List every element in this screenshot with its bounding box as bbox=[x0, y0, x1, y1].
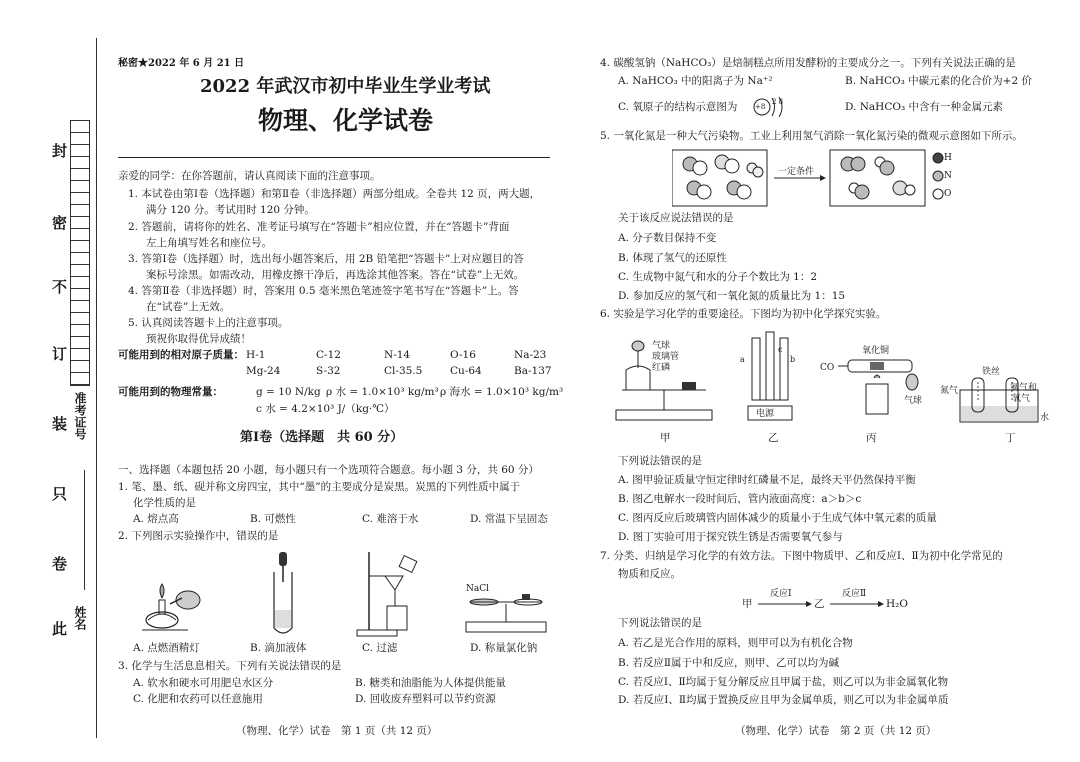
q6-option[interactable]: B. 图乙电解水一段时间后，管内液面高度：a＞b＞c bbox=[618, 493, 862, 505]
note-line: 4. 答第Ⅱ卷（非选择题）时，答案用 0.5 毫米黑色笔迹签字笔书写在“答题卡”上。答 bbox=[128, 285, 519, 297]
fig-label-yi: 乙 bbox=[768, 432, 779, 444]
q5-option[interactable]: C. 生成物中氮气和水的分子个数比为 1：2 bbox=[618, 271, 818, 283]
fig-yi-a: a bbox=[740, 355, 745, 364]
chain-reaction1: 反应Ⅰ bbox=[770, 589, 792, 599]
footer-page1: （物理、化学）试卷 第 1 页（共 12 页） bbox=[236, 725, 438, 737]
section1-heading: 一、选择题（本题包括 20 小题，每小题只有一个选项符合题意。每小题 3 分，共 60 分） bbox=[118, 464, 539, 476]
q1-option[interactable]: D. 常温下呈固态 bbox=[470, 513, 548, 525]
constant-rho-water: ρ 水 = 1.0×10³ kg/m³ bbox=[326, 386, 439, 398]
note-line: 案标号涂黑。如需改动，用橡皮擦干净后，再选涂其他答案。答在“试卷”上无效。 bbox=[146, 269, 525, 281]
atomic-mass: N-14 bbox=[384, 349, 411, 361]
seal-char-bu: 不 bbox=[52, 278, 68, 296]
q6-option[interactable]: C. 图丙反应后玻璃管内固体减少的质量小于生成气体中氧元素的质量 bbox=[618, 512, 937, 524]
atomic-mass: H-1 bbox=[246, 349, 266, 361]
q7-stem: 7. 分类、归纳是学习化学的有效方法。下图中物质甲、乙和反应Ⅰ、Ⅱ为初中化学常见的 bbox=[600, 550, 1003, 562]
exam-id-boxes[interactable] bbox=[70, 120, 90, 386]
q6-sub: 下列说法错误的是 bbox=[618, 455, 702, 467]
fig-ding-iron: 铁丝 bbox=[982, 367, 1001, 377]
fig-label-jia: 甲 bbox=[660, 432, 671, 444]
fig-ding-water: 水 bbox=[1040, 413, 1050, 423]
legend-h: H bbox=[944, 153, 952, 163]
note-line: 预祝你取得优异成绩！ bbox=[146, 333, 251, 345]
nacl-label: NaCl bbox=[466, 584, 490, 594]
q2-option[interactable]: D. 称量氯化钠 bbox=[470, 642, 538, 654]
atomic-mass: Cu-64 bbox=[450, 365, 482, 377]
q6-option[interactable]: D. 图丁实验可用于探究铁生锈是否需要氧气参与 bbox=[618, 531, 843, 543]
part1-title: 第Ⅰ卷（选择题 共 60 分） bbox=[240, 430, 404, 445]
q5-option[interactable]: A. 分子数目保持不变 bbox=[618, 232, 717, 244]
cut-line bbox=[96, 38, 97, 738]
atomic-mass: C-12 bbox=[316, 349, 341, 361]
q7-option[interactable]: A. 若乙是光合作用的原料，则甲可以为有机化合物 bbox=[618, 637, 853, 649]
seal-char-ding: 订 bbox=[52, 345, 68, 363]
q1-stem: 化学性质的是 bbox=[133, 497, 196, 509]
legend-o: O bbox=[944, 189, 952, 199]
dropper-tube-figure bbox=[268, 552, 298, 638]
q1-option[interactable]: A. 熔点高 bbox=[133, 513, 179, 525]
q5-option[interactable]: B. 体现了氢气的还原性 bbox=[618, 252, 727, 264]
name-line bbox=[84, 470, 85, 590]
seal-char-ci: 此 bbox=[52, 620, 68, 638]
seal-char-zhuang: 装 bbox=[52, 415, 68, 433]
seal-char-zhi: 只 bbox=[52, 485, 68, 503]
atom-nucleus: +8 bbox=[755, 103, 766, 111]
q4-option[interactable]: A. NaHCO₃ 中的阳离子为 Na⁺² bbox=[618, 75, 773, 87]
name-label: 姓名 bbox=[73, 606, 87, 630]
q1-option[interactable]: C. 难溶于水 bbox=[362, 513, 419, 525]
q3-option[interactable]: B. 糖类和油脂能为人体提供能量 bbox=[355, 677, 506, 689]
atomic-mass: Ba-137 bbox=[514, 365, 552, 377]
q4-option[interactable]: D. NaHCO₃ 中含有一种金属元素 bbox=[845, 101, 1004, 113]
footer-page2: （物理、化学）试卷 第 2 页（共 12 页） bbox=[735, 725, 937, 737]
fig-jia-balloon: 气球 bbox=[652, 341, 671, 351]
note-line: 在“试卷”上无效。 bbox=[146, 301, 231, 313]
note-line: 5. 认真阅读答题卡上的注意事项。 bbox=[128, 317, 289, 329]
atomic-mass: O-16 bbox=[450, 349, 476, 361]
note-line: 满分 120 分。考试用时 120 分钟。 bbox=[146, 204, 315, 216]
note-line: 左上角填写姓名和座位号。 bbox=[146, 237, 272, 249]
q4-option[interactable]: B. NaHCO₃ 中碳元素的化合价为+2 价 bbox=[845, 75, 1033, 87]
q7-sub: 下列说法错误的是 bbox=[618, 617, 702, 629]
seal-char-juan: 卷 bbox=[52, 555, 68, 573]
legend-n: N bbox=[944, 171, 952, 181]
fig-jia-phosphorus: 红磷 bbox=[652, 363, 671, 373]
atomic-mass: Mg-24 bbox=[246, 365, 281, 377]
q2-option[interactable]: B. 滴加液体 bbox=[250, 642, 307, 654]
chain-arrow2 bbox=[830, 600, 884, 608]
fig-label-bing: 丙 bbox=[866, 432, 877, 444]
fig-yi-power: 电源 bbox=[756, 409, 775, 419]
q7-option[interactable]: C. 若反应Ⅰ、Ⅱ均属于复分解反应且甲属于盐，则乙可以为非金属氧化物 bbox=[618, 676, 949, 688]
q2-option[interactable]: A. 点燃酒精灯 bbox=[133, 642, 200, 654]
fig-label-ding: 丁 bbox=[1005, 432, 1016, 444]
constants-label: 可能用到的物理常量： bbox=[118, 386, 223, 398]
seal-char-feng: 封 bbox=[52, 142, 68, 160]
q2-option[interactable]: C. 过滤 bbox=[362, 642, 398, 654]
atomic-mass: Na-23 bbox=[514, 349, 547, 361]
note-line: 2. 答题前，请将你的姓名、准考证号填写在“答题卡”相应位置，并在“答题卡”背面 bbox=[128, 221, 510, 233]
header-rule bbox=[118, 157, 550, 158]
seal-char-mi: 密 bbox=[52, 214, 68, 232]
atomic-mass: S-32 bbox=[316, 365, 341, 377]
q1-stem: 1. 笔、墨、纸、砚并称文房四宝，其中“墨”的主要成分是炭黑。炭黑的下列性质中属于 bbox=[118, 481, 521, 493]
q5-option[interactable]: D. 参加反应的氢气和一氧化氮的质量比为 1：15 bbox=[618, 290, 846, 302]
fig-ding-n2: 氮气 bbox=[940, 386, 959, 396]
fig-bing-co: CO bbox=[820, 363, 835, 373]
chain-arrow1 bbox=[758, 600, 812, 608]
q1-option[interactable]: B. 可燃性 bbox=[250, 513, 296, 525]
q6-stem: 6. 实验是学习化学的重要途径。下图均为初中化学探究实验。 bbox=[600, 308, 887, 320]
fig-yi-c: c bbox=[778, 345, 783, 354]
note-line: 3. 答第Ⅰ卷（选择题）时，选出每小题答案后，用 2B 铅笔把“答题卡”上对应题目的答 bbox=[128, 253, 524, 265]
fig-bing bbox=[836, 352, 922, 428]
q3-stem: 3. 化学与生活息息相关。下列有关说法错误的是 bbox=[118, 660, 342, 672]
q7-option[interactable]: D. 若反应Ⅰ、Ⅱ均属于置换反应且甲为金属单质，则乙可以为非金属单质 bbox=[618, 694, 949, 706]
filter-stand-figure bbox=[355, 548, 425, 640]
q3-option[interactable]: C. 化肥和农药可以任意施用 bbox=[133, 693, 263, 705]
chain-water: H₂O bbox=[886, 598, 908, 610]
notes-intro: 亲爱的同学：在你答题前，请认真阅读下面的注意事项。 bbox=[118, 170, 381, 182]
fig-ding bbox=[956, 370, 1046, 428]
fig-yi-b: b bbox=[790, 355, 796, 364]
constant-g: g = 10 N/kg bbox=[256, 386, 321, 398]
q2-stem: 2. 下列图示实验操作中，错误的是 bbox=[118, 530, 279, 542]
fig-ding-n2o2: 氮气和 bbox=[1010, 383, 1038, 393]
note-line: 1. 本试卷由第Ⅰ卷（选择题）和第Ⅱ卷（非选择题）两部分组成。全卷共 12 页，两大题， bbox=[128, 188, 541, 200]
chain-reaction2: 反应Ⅱ bbox=[842, 589, 867, 599]
q5-stem: 5. 一氧化氮是一种大气污染物。工业上利用氢气消除一氧化氮污染的微观示意图如下所示。 bbox=[600, 130, 1023, 142]
q7-option[interactable]: B. 若反应Ⅱ属于中和反应，则甲、乙可以均为碱 bbox=[618, 657, 840, 669]
chain-yi: 乙 bbox=[814, 598, 825, 610]
paper-subtitle: 物理、化学试卷 bbox=[258, 106, 434, 135]
q4-stem: 4. 碳酸氢钠（NaHCO₃）是焙制糕点所用发酵粉的主要成分之一。下列有关说法正确的是 bbox=[600, 57, 1016, 69]
binding-strip bbox=[0, 0, 118, 762]
fig-jia-tube: 玻璃管 bbox=[652, 352, 680, 362]
constant-rho-sea: ρ 海水 = 1.0×10³ kg/m³ bbox=[440, 386, 564, 398]
exam-id-label: 准考证号 bbox=[73, 392, 87, 440]
atom-shells: 2 8 bbox=[772, 98, 784, 106]
atomic-mass: Cl-35.5 bbox=[384, 365, 423, 377]
q3-option[interactable]: D. 回收废弃塑料可以节约资源 bbox=[355, 693, 496, 705]
balance-figure bbox=[462, 592, 550, 636]
q4-option[interactable]: C. 氧原子的结构示意图为 bbox=[618, 101, 738, 113]
exam-title: 2022 年武汉市初中毕业生学业考试 bbox=[200, 76, 491, 97]
q5-sub: 关于该反应说法错误的是 bbox=[618, 212, 734, 224]
fig-bing-cuo: 氧化铜 bbox=[862, 346, 890, 356]
alcohol-lamp-figure bbox=[140, 578, 206, 638]
atomic-mass-label: 可能用到的相对原子质量： bbox=[118, 349, 244, 361]
fig-ding-o2: 氧气 bbox=[1012, 394, 1031, 404]
q3-option[interactable]: A. 软水和硬水可用肥皂水区分 bbox=[133, 677, 274, 689]
chain-jia: 甲 bbox=[742, 598, 753, 610]
q7-stem: 物质和反应。 bbox=[618, 568, 681, 580]
reaction-micro-diagram bbox=[672, 148, 950, 210]
q6-option[interactable]: A. 图甲验证质量守恒定律时红磷量不足，最终天平仍然保持平衡 bbox=[618, 474, 916, 486]
reaction-condition: 一定条件 bbox=[778, 167, 815, 177]
constant-c-water: c 水 = 4.2×10³ J/（kg·℃） bbox=[256, 403, 395, 415]
secret-date: 秘密★2022 年 6 月 21 日 bbox=[118, 58, 245, 69]
fig-bing-balloon: 气球 bbox=[904, 396, 923, 406]
